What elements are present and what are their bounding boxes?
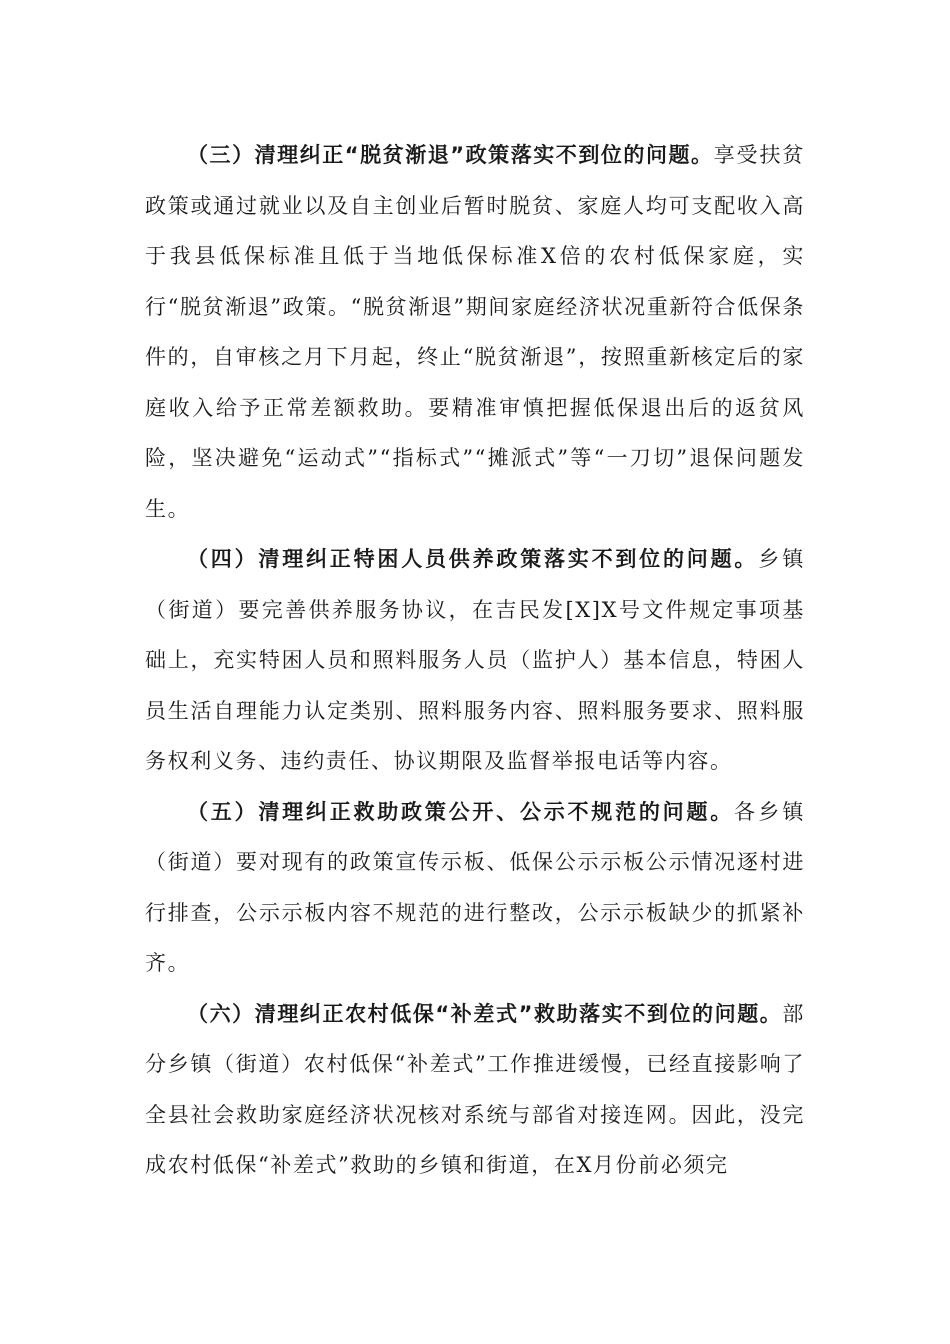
paragraph-6-heading: （六）清理纠正农村低保“补差式”救助落实不到位的问题。 [187, 1001, 783, 1026]
paragraph-4-heading: （四）清理纠正特困人员供养政策落实不到位的问题。 [187, 547, 759, 571]
paragraph-3 [145, 130, 805, 534]
document-body [145, 130, 805, 1191]
paragraph-6 [145, 989, 805, 1191]
paragraph-5-text: 各乡镇（街道）要对现有的政策宣传示板、低保公示示板公示情况逐村进行排查，公示示板内容不规范的进行整改，公示示板缺少的抓紧补齐。 [145, 799, 805, 975]
paragraph-5-heading: （五）清理纠正救助政策公开、公示不规范的问题。 [187, 799, 735, 824]
paragraph-4 [145, 534, 805, 787]
paragraph-5 [145, 787, 805, 989]
paragraph-4-text: 乡镇（街道）要完善供养服务协议，在吉民发[X]X号文件规定事项基础上，充实特困人员和照料服务人员（监护人）基本信息，特困人员生活自理能力认定类别、照料服务内容、照料服务要求、照料服务权利义务、违约责任、协议期限及监督举报电话等内容。 [145, 547, 805, 773]
paragraph-3-text: 享受扶贫政策或通过就业以及自主创业后暂时脱贫、家庭人均可支配收入高于我县低保标准且低于当地低保标准X倍的农村低保家庭，实行“脱贫渐退”政策。“脱贫渐退”期间家庭经济状况重新符合低保条件的，自审核之月下月起，终止“脱贫渐退”，按照重新核定后的家庭收入给予正常差额救助。要精准审慎把握低保退出后的返贫风险，坚决避免“运动式”“指标式”“摊派式”等“一刀切”退保问题发生。 [145, 143, 805, 521]
paragraph-6-text: 部分乡镇（街道）农村低保“补差式”工作推进缓慢，已经直接影响了全县社会救助家庭经济状况核对系统与部省对接连网。因此，没完成农村低保“补差式”救助的乡镇和街道，在X月份前必须完 [145, 1001, 805, 1177]
paragraph-3-heading: （三）清理纠正“脱贫渐退”政策落实不到位的问题。 [187, 143, 714, 167]
